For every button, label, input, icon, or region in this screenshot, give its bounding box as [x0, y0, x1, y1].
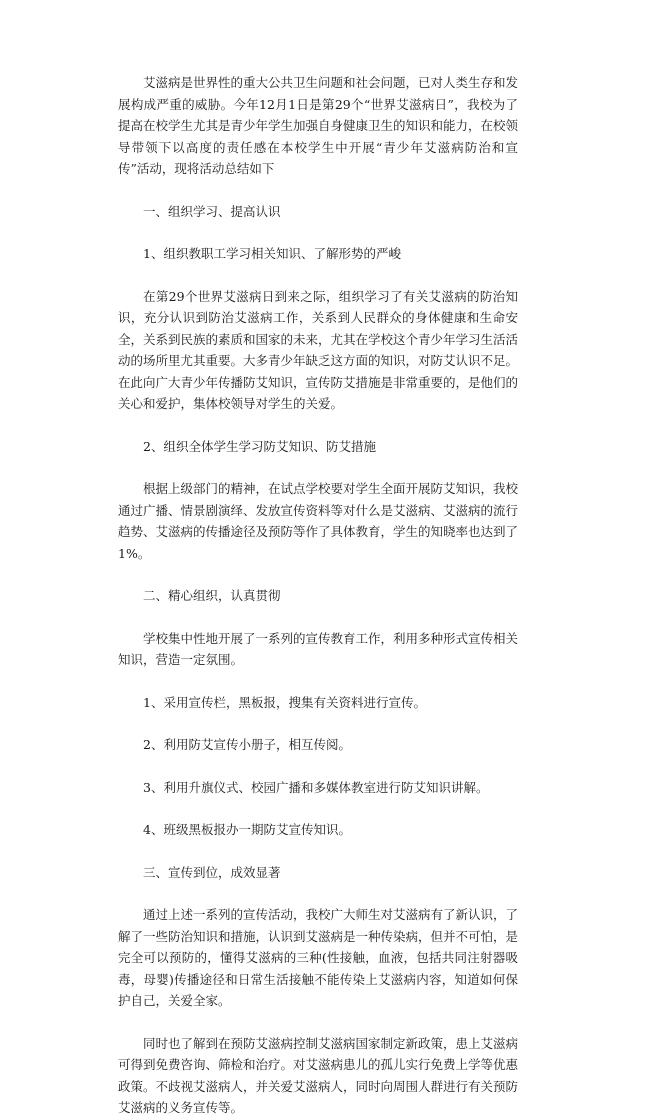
subheading-1-1: 1、组织教职工学习相关知识、了解形势的严峻 — [143, 246, 401, 261]
list-item: 2、利用防艾宣传小册子，相互传阅。 — [143, 737, 351, 752]
paragraph-1-2: 根据上级部门的精神，在试点学校要对学生全面开展防艾知识，我校通过广播、情景剧演绎、发放宣传资料等对什么是艾滋病、艾滋病的流行趋势、艾滋病的传播途径及预防等作了具体教育，学生的知晓率也达到了1%。 — [118, 481, 519, 561]
subheading-1-2: 2、组织全体学生学习防艾知识、防艾措施 — [143, 438, 376, 454]
list-item: 1、采用宣传栏，黑板报，搜集有关资料进行宣传。 — [143, 694, 426, 710]
list-item: 3、利用升旗仪式、校园广播和多媒体教室进行防艾知识讲解。 — [143, 779, 489, 795]
section-heading-2: 二、精心组织，认真贯彻 — [143, 588, 281, 603]
document-body — [118, 72, 518, 1119]
paragraph-1-1: 在第29个世界艾滋病日到来之际，组织学习了有关艾滋病的防治知识，充分认识到防治艾滋病工作，关系到人民群众的身体健康和生命安全，关系到民族的素质和国家的未来，尤其在学校这个青少年学习生活活动的场所里尤其重要。大多青少年缺乏这方面的知识，对防艾认识不足。在此向广大青少年传播防艾知识，宣传防艾措施是非常重要的，是他们的关心和爱护，集体校领导对学生的关爱。 — [118, 288, 519, 411]
intro-paragraph: 艾滋病是世界性的重大公共卫生问题和社会问题，已对人类生存和发展构成严重的威胁。今年12月1日是第29个“世界艾滋病日”，我校为了提高在校学生尤其是青少年学生加强自身健康卫生的知识和能力，在校领导带领下以高度的责任感在本校学生中开展“青少年艾滋病防治和宣传”活动，现将活动总结如下 — [118, 75, 519, 176]
list-item: 4、班级黑板报办一期防艾宣传知识。 — [143, 822, 351, 837]
paragraph-2-intro: 学校集中性地开展了一系列的宣传教育工作，利用多种形式宣传相关知识，营造一定氛围。 — [118, 630, 519, 667]
section-heading-3: 三、宣传到位，成效显著 — [143, 864, 281, 880]
paragraph-3-2: 同时也了解到在预防艾滋病控制艾滋病国家制定新政策，患上艾滋病可得到免费咨询、筛检和治疗。对艾滋病患儿的孤儿实行免费上学等优惠政策。不歧视艾滋病人，并关爱艾滋病人，同时向周围人群进行有关预防艾滋病的义务宣传等。 — [118, 1035, 519, 1115]
section-heading-1: 一、组织学习、提高认识 — [143, 203, 281, 219]
paragraph-3-1: 通过上述一系列的宣传活动，我校广大师生对艾滋病有了新认识，了解了一些防治知识和措施，认识到艾滋病是一种传染病，但并不可怕，是完全可以预防的，懂得艾滋病的三种(性接触，血液，包括共同注射器吸毒，母婴)传播途径和日常生活接触不能传染上艾滋病内容，知道如何保护自己，关爱全家。 — [118, 907, 519, 1008]
